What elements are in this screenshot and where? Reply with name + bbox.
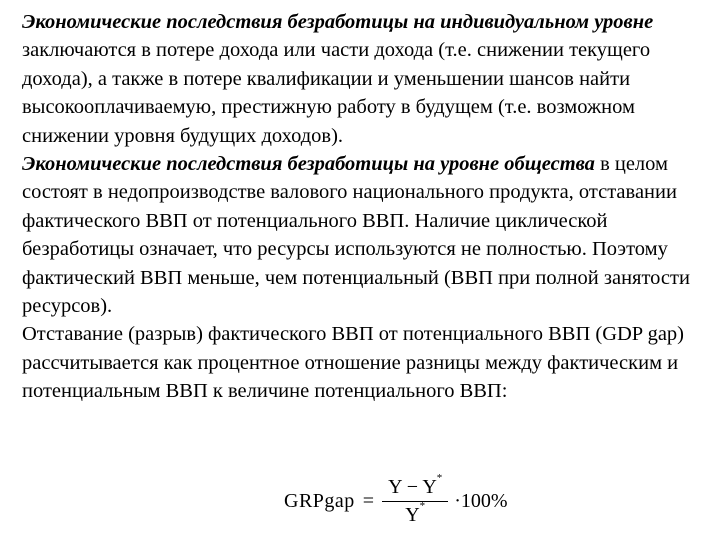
slide-content [22, 8, 706, 406]
formula-fraction [382, 471, 448, 527]
formula-multiplier: ·100% [454, 489, 508, 512]
denominator-superscript: * [419, 499, 426, 512]
formula-lhs: GRPgap [284, 489, 355, 512]
gdp-gap-formula [284, 470, 508, 532]
numerator-superscript: * [436, 471, 443, 484]
paragraph-body: Отставание (разрыв) фактического ВВП от потенциального ВВП (GDP gap) рассчитывается как процентное отношение разницы между фактическим и потенциальным ВВП к величине потенциального ВВП: [22, 323, 684, 403]
paragraph-heading: Экономические последствия безработицы на уровне общества [22, 153, 595, 176]
paragraph-individual-level [22, 8, 706, 150]
formula-equals: = [362, 489, 375, 512]
paragraph-body: заключаются в потере дохода или части дохода (т.е. снижении текущего дохода), а также в потере квалификации и уменьшении шансов найти высокооплачиваемую, престижную работу в будущем (т.е. возможном снижении уровня будущих доходов). [22, 39, 651, 147]
numerator-text: Y − Y [388, 475, 437, 498]
paragraph-society-level [22, 150, 706, 320]
paragraph-gdp-gap [22, 320, 706, 405]
denominator-text: Y [405, 503, 420, 526]
formula-numerator [382, 471, 448, 501]
formula-denominator [399, 499, 431, 527]
paragraph-body: в целом состоят в недопроизводстве валового национального продукта, отставании фактического ВВП от потенциального ВВП. Наличие циклической безработицы означает, что ресурсы используются не полностью. Поэтому фактический ВВП меньше, чем потенциальный (ВВП при полной занятости ресурсов). [22, 153, 690, 318]
paragraph-heading: Экономические последствия безработицы на индивидуальном уровне [22, 11, 654, 33]
